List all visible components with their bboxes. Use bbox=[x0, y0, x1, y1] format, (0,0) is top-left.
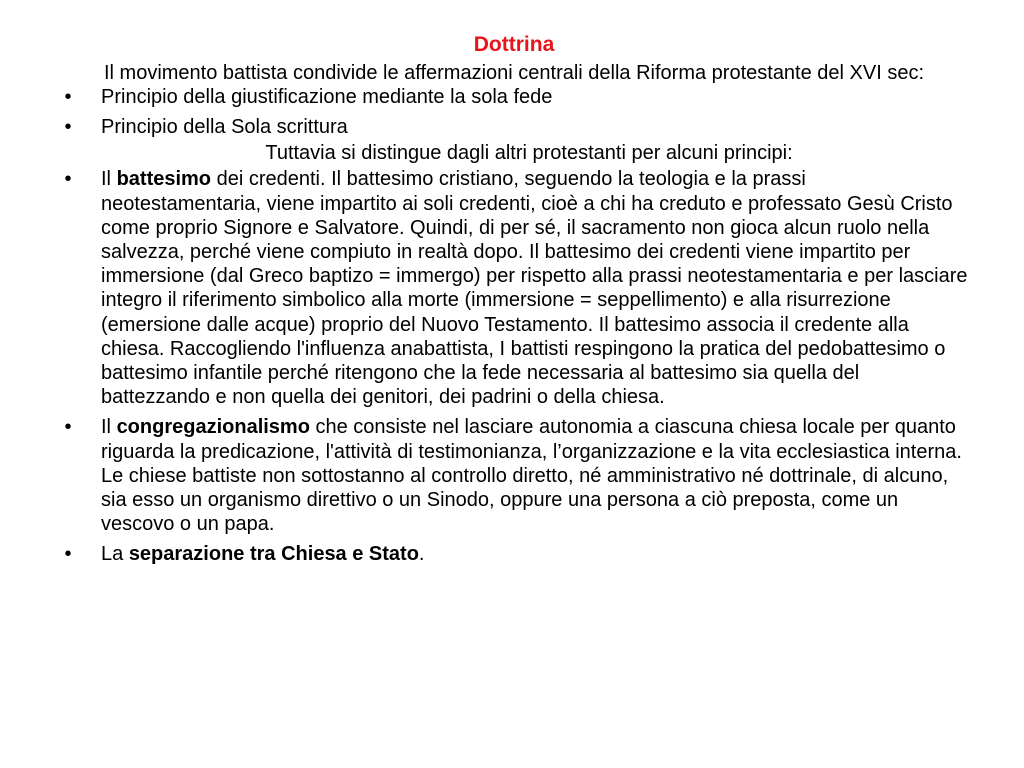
subheading-text: Tuttavia si distingue dagli altri protestanti per alcuni principi: bbox=[265, 142, 793, 165]
list-item-prefix: Il bbox=[101, 416, 117, 439]
list-item-text: Principio della giustificazione mediante la sola fede bbox=[101, 86, 553, 108]
slide-content bbox=[58, 31, 970, 567]
bullet-icon: • bbox=[64, 116, 72, 139]
list-item-text: dei credenti. Il battesimo cristiano, seguendo la teologia e la prassi neotestamentaria, viene impartito ai soli credenti, cioè a chi ha creduto e professato Gesù Cristo come proprio Signore e Salvatore. Quindi, di per sé, il sacramento non gioca alcun ruolo nella salvezza, perché viene compiuto in realtà dopo. Il battesimo dei credenti viene impartito per immersione (dal Greco baptizo = immergo) per rispetto alla prassi neotestamentaria e per lasciare integro il riferimento simbolico alla morte (immersione = seppellimento) e alla risurrezione (emersione dalle acque) proprio del Nuovo Testamento. Il battesimo associa il credente alla chiesa. Raccogliendo l'influenza anabattista, I battisti respingono la pratica del pedobattesimo o battesimo infantile perché ritengono che la fede necessaria al battesimo sia quella del battezzando e non quella dei genitori, dei padrini o della chiesa. bbox=[101, 168, 968, 409]
bullet-icon: • bbox=[64, 416, 72, 439]
bullet-icon: • bbox=[64, 86, 72, 108]
list-item bbox=[58, 415, 970, 536]
list-item bbox=[58, 115, 970, 139]
list-item-text: . bbox=[418, 543, 425, 566]
list-item-text: che consiste nel lasciare autonomia a ciascuna chiesa locale per quanto riguarda la predicazione, l'attività di testimonianza, l’organizzazione e la vita ecclesiastica interna. Le chiese battiste non sottostanno al controllo diretto, né amministrativo né dottrinale, di alcuno, sia esso un organismo direttivo o un Sinodo, oppure una persona a ciò preposta, come un vescovo o un papa. bbox=[101, 416, 962, 536]
bullet-list-principles bbox=[58, 85, 970, 139]
list-item-prefix: La bbox=[101, 543, 129, 566]
list-item bbox=[58, 167, 970, 409]
list-item-keyword: separazione tra Chiesa e Stato bbox=[128, 543, 419, 566]
list-item bbox=[58, 542, 970, 566]
bullet-icon: • bbox=[64, 543, 72, 566]
list-item-keyword: battesimo bbox=[116, 168, 212, 191]
list-item-prefix: Il bbox=[101, 168, 117, 191]
slide-title: Dottrina bbox=[473, 33, 555, 56]
bullet-list-distinctions bbox=[58, 167, 970, 566]
list-item-keyword: congregazionalismo bbox=[116, 416, 310, 439]
list-item-text: Principio della Sola scrittura bbox=[101, 116, 348, 139]
intro-text: Il movimento battista condivide le affermazioni centrali della Riforma protestante del XVI sec: bbox=[103, 62, 925, 84]
list-item bbox=[58, 85, 970, 109]
bullet-icon: • bbox=[64, 168, 72, 191]
